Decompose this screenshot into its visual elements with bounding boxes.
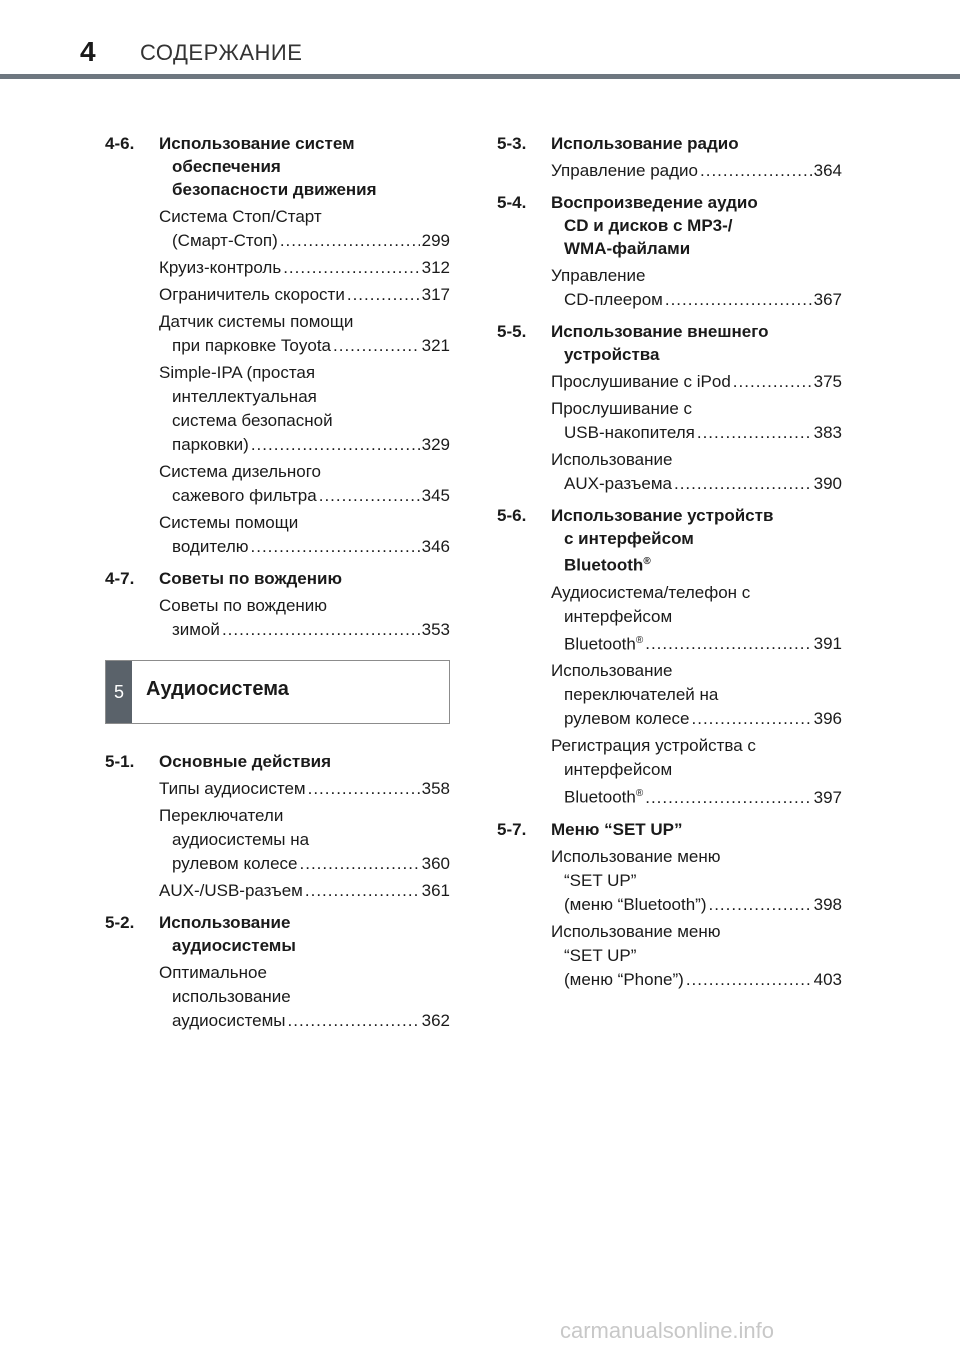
entry-text: Управление (551, 266, 646, 285)
entry-page: 403 (813, 969, 842, 989)
chapter-banner[interactable] (105, 660, 450, 724)
entry-text: интерфейсом (564, 606, 673, 626)
section-title-line: Использование радио (551, 134, 739, 153)
entry-page: 396 (813, 709, 842, 729)
toc-entry[interactable] (105, 511, 450, 559)
section-title-line: обеспечения (172, 157, 281, 176)
entry-text: Использование меню (551, 846, 721, 866)
entry-text: рулевом колесе (172, 854, 298, 873)
entry-text: CD-плеером (564, 290, 663, 309)
entry-page: 312 (421, 258, 450, 277)
toc-entry[interactable] (105, 594, 450, 642)
section-title-line: устройства (564, 345, 660, 364)
leader-dots (251, 433, 420, 457)
toc-section-5-5 (497, 320, 842, 496)
toc-section-4-6 (105, 132, 450, 559)
entry-text: AUX-разъема (564, 474, 672, 493)
entry-text: Прослушивание с iPod (551, 372, 731, 391)
entry-text: Использование меню (551, 921, 721, 941)
entry-text: интеллектуальная (172, 387, 317, 406)
entry-page: 360 (421, 854, 450, 873)
entry-text-part: Bluetooth (564, 634, 636, 654)
entry-text: Переключатели (159, 806, 284, 825)
section-number: 5-4. (497, 193, 527, 212)
section-title (159, 911, 450, 957)
section-heading[interactable] (497, 191, 842, 260)
section-heading[interactable] (497, 320, 842, 366)
section-number: 4-7. (105, 569, 135, 588)
section-title-line: Использование устройств (551, 506, 774, 525)
page-number: 4 (80, 36, 96, 67)
registered-mark: ® (635, 634, 644, 646)
entry-text: Датчик системы помощи (159, 312, 354, 331)
toc-entry[interactable] (497, 659, 842, 731)
entry-page: 383 (813, 423, 842, 442)
entry-page: 364 (813, 161, 842, 180)
entry-text: интерфейсом (564, 760, 673, 780)
section-title-line: аудиосистемы (172, 936, 296, 955)
entry-text: “SET UP” (564, 945, 637, 965)
leader-dots (347, 283, 420, 307)
section-title-line: безопасности движения (172, 180, 377, 199)
entry-text (564, 782, 643, 810)
section-title-line: Меню “SET UP” (551, 819, 683, 839)
toc-section-4-7 (105, 567, 450, 642)
leader-dots (700, 159, 812, 183)
entry-page: 345 (421, 486, 450, 505)
section-title-line: с интерфейсом (564, 529, 694, 548)
entry-text: Использование (551, 450, 673, 469)
toc-section-5-7 (497, 818, 842, 992)
entry-text: при парковке Toyota (172, 336, 332, 355)
entry-text: USB-накопителя (564, 423, 695, 442)
section-number: 5-5. (497, 322, 527, 341)
entry-page: 367 (813, 290, 842, 309)
entry-text: зимой (172, 620, 220, 639)
entry-page: 329 (421, 435, 450, 454)
entry-text: AUX-/USB-разъем (159, 881, 303, 900)
entry-page: 346 (421, 537, 450, 556)
page-title: СОДЕРЖАНИЕ (140, 40, 303, 65)
entry-text: переключателей на (564, 685, 719, 705)
leader-dots (305, 879, 420, 903)
section-title-line: Использование систем (159, 134, 355, 153)
entry-text: использование (172, 987, 291, 1006)
toc-entry[interactable] (105, 361, 450, 457)
leader-dots (288, 1009, 420, 1033)
section-heading[interactable] (105, 132, 450, 201)
section-heading[interactable] (497, 818, 842, 841)
entry-page: 358 (421, 779, 450, 798)
entry-text: Система дизельного (159, 462, 321, 481)
entry-page: 299 (421, 231, 450, 250)
entry-page: 375 (813, 372, 842, 391)
page-header (0, 0, 960, 80)
entry-text: Типы аудиосистем (159, 779, 306, 798)
entry-page: 321 (421, 336, 450, 355)
entry-text-part: Bluetooth (564, 787, 636, 807)
entry-text: “SET UP” (564, 870, 637, 890)
section-title (159, 567, 450, 590)
entry-text: Ограничитель скорости (159, 285, 345, 304)
entry-page: 361 (421, 881, 450, 900)
entry-text: Советы по вождению (159, 596, 328, 615)
toc-left-column (105, 132, 450, 1041)
entry-text: парковки) (172, 435, 249, 454)
toc-entry[interactable] (105, 879, 450, 903)
section-title (551, 132, 842, 155)
entry-text: Аудиосистема/телефон с (551, 582, 751, 602)
section-title-text: Bluetooth (564, 555, 644, 575)
section-title (551, 191, 842, 260)
section-number: 5-2. (105, 913, 135, 932)
leader-dots (222, 618, 420, 642)
section-number: 5-3. (497, 134, 527, 153)
section-heading[interactable] (497, 132, 842, 155)
leader-dots (283, 256, 419, 280)
section-number: 5-7. (497, 819, 527, 839)
section-title (551, 504, 842, 577)
chapter-title: Аудиосистема (146, 678, 289, 700)
toc-entry[interactable] (105, 777, 450, 801)
leader-dots (692, 707, 812, 731)
leader-dots (319, 484, 420, 508)
entry-text: Использование (551, 661, 673, 681)
header-divider (0, 74, 960, 79)
toc-section-5-6 (497, 504, 842, 810)
toc-entry[interactable] (105, 205, 450, 253)
leader-dots (686, 968, 812, 992)
entry-text: Круиз-контроль (159, 258, 282, 277)
section-number: 5-1. (105, 752, 135, 771)
toc-entry[interactable] (497, 159, 842, 183)
leader-dots (645, 786, 811, 810)
toc-entry[interactable] (497, 734, 842, 810)
section-title-line: Советы по вождению (159, 569, 342, 588)
toc-section-5-3 (497, 132, 842, 183)
entry-page: 397 (813, 787, 842, 807)
leader-dots (708, 893, 811, 917)
leader-dots (300, 852, 420, 876)
watermark-text: carmanualsonline.info (560, 1318, 775, 1343)
section-title-line: WMA-файлами (564, 239, 691, 258)
toc-entry[interactable] (105, 283, 450, 307)
section-title-line: Основные действия (159, 752, 332, 771)
section-title-line: Использование (159, 913, 291, 932)
section-title (159, 132, 450, 201)
section-number: 5-6. (497, 506, 527, 525)
toc-entry[interactable] (105, 961, 450, 1033)
entry-text: Регистрация устройства с (551, 736, 756, 756)
entry-page: 398 (813, 894, 842, 914)
toc-entry[interactable] (497, 920, 842, 992)
entry-text: Simple-IPA (простая (159, 363, 316, 382)
section-number: 4-6. (105, 134, 135, 153)
registered-mark: ® (635, 788, 644, 800)
leader-dots (665, 288, 812, 312)
toc-entry[interactable] (497, 397, 842, 445)
entry-page: 353 (421, 620, 450, 639)
entry-text: сажевого фильтра (172, 486, 317, 505)
entry-text: (Смарт-Стоп) (172, 231, 278, 250)
section-heading[interactable] (105, 567, 450, 590)
toc-entry[interactable] (497, 581, 842, 657)
section-title (159, 750, 450, 773)
entry-text: (меню “Bluetooth”) (564, 894, 707, 914)
section-heading[interactable] (497, 504, 842, 577)
entry-text: система безопасной (172, 411, 333, 430)
leader-dots (645, 632, 811, 656)
leader-dots (733, 370, 812, 394)
toc-entry[interactable] (497, 845, 842, 917)
leader-dots (697, 421, 812, 445)
section-heading[interactable] (105, 911, 450, 957)
leader-dots (674, 472, 812, 496)
section-title (551, 818, 842, 841)
chapter-number-tab: 5 (106, 661, 132, 723)
entry-text: Управление радио (551, 161, 699, 180)
toc-entry[interactable] (105, 460, 450, 508)
toc-right-column (497, 132, 842, 1000)
section-title (551, 320, 842, 366)
toc-section-5-1 (105, 750, 450, 903)
section-title-line: Использование внешнего (551, 322, 769, 341)
toc-entry[interactable] (497, 370, 842, 394)
entry-text: аудиосистемы (172, 1011, 286, 1030)
section-title-line: CD и дисков с MP3-/ (564, 216, 733, 235)
leader-dots (251, 535, 420, 559)
entry-text: рулевом колесе (564, 709, 690, 729)
leader-dots (333, 334, 420, 358)
leader-dots (280, 229, 420, 253)
entry-text: Системы помощи (159, 513, 299, 532)
toc-entry[interactable] (497, 264, 842, 312)
leader-dots (308, 777, 420, 801)
registered-mark: ® (643, 556, 651, 567)
toc-section-5-4 (497, 191, 842, 312)
entry-page: 390 (813, 474, 842, 493)
entry-page: 317 (421, 285, 450, 304)
section-title-line: Воспроизведение аудио (551, 193, 758, 212)
toc-entry[interactable] (497, 448, 842, 496)
entry-text: водителю (172, 537, 249, 556)
entry-text: аудиосистемы на (172, 830, 310, 849)
entry-text: Прослушивание с (551, 399, 693, 418)
entry-text: Оптимальное (159, 963, 267, 982)
entry-text (564, 629, 643, 657)
entry-text: Система Стоп/Старт (159, 207, 322, 226)
toc-entry[interactable] (105, 256, 450, 280)
toc-entry[interactable] (105, 804, 450, 876)
entry-text: (меню “Phone”) (564, 969, 684, 989)
toc-section-5-2 (105, 911, 450, 1033)
entry-page: 362 (421, 1011, 450, 1030)
entry-page: 391 (813, 634, 842, 654)
section-title-line (551, 550, 842, 577)
toc-entry[interactable] (105, 310, 450, 358)
section-heading[interactable] (105, 750, 450, 773)
